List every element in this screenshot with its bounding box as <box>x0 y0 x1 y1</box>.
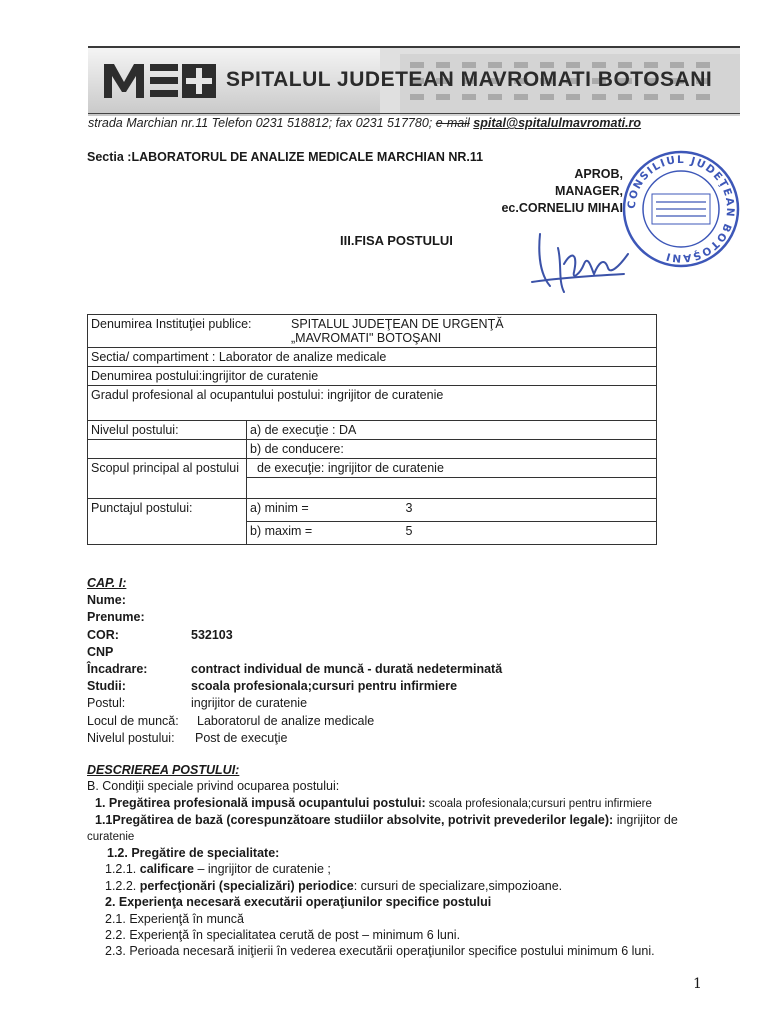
list-item: Prenume: <box>87 610 145 625</box>
table-row <box>88 440 657 459</box>
list-item: COR: 532103 <box>87 627 233 642</box>
header-divider <box>88 113 740 114</box>
list-item: 1. Pregătirea profesională impusă ocupantului postului: scoala profesionala;cursuri pentru infirmiere <box>95 795 652 810</box>
table-row <box>88 367 657 386</box>
list-item: 2.1. Experienţă în muncă <box>105 911 244 926</box>
chapter-one <box>87 575 502 747</box>
institution-cell <box>88 315 657 348</box>
level-a: a) de execuţie : DA <box>247 421 657 440</box>
section-row: Sectia/ compartiment : Laborator de analize medicale <box>88 348 657 367</box>
list-item: 2.2. Experienţă în specialitatea cerută de post – minimum 6 luni. <box>105 928 461 943</box>
job-description <box>87 762 717 960</box>
header-banner <box>88 46 740 116</box>
table-row <box>88 421 657 440</box>
empty-cell <box>247 478 657 499</box>
official-stamp-icon <box>620 148 742 270</box>
job-info-table <box>87 314 657 545</box>
page-number: 1 <box>693 976 702 992</box>
approval-line-2: MANAGER, <box>554 184 623 198</box>
institution-value-1: SPITALUL JUDEŢEAN DE URGENŢĂ <box>291 317 504 331</box>
document-title: III.FISA POSTULUI <box>340 233 453 248</box>
approval-line-1: APROB, <box>574 167 623 181</box>
list-item: Studii: scoala profesionala;cursuri pentru infirmiere <box>87 679 458 694</box>
min-score-cell <box>247 499 657 522</box>
table-row <box>88 386 657 421</box>
institution-label: Denumirea Instituţiei publice: <box>91 317 252 331</box>
max-label: b) maxim = <box>250 524 313 538</box>
description-heading: DESCRIEREA POSTULUI: <box>87 763 240 777</box>
list-item: Postul: ingrijitor de curatenie <box>87 696 308 711</box>
list-item: 1.1Pregătirea de bază (corespunzătoare studiilor absolvite, potrivit prevederilor legale): ingrijitor de <box>95 813 678 828</box>
manager-signature-icon <box>528 224 638 294</box>
table-row <box>88 348 657 367</box>
list-item: 1.2.2. perfecţionări (specializări) periodice: cursuri de specializare,simpozioane. <box>105 878 563 893</box>
hospital-logo-icon <box>102 60 218 100</box>
list-item: 2. Experienţa necesară executării operaţiunilor specifice postului <box>105 895 492 910</box>
list-item: Nume: <box>87 593 126 608</box>
empty-cell <box>88 440 247 459</box>
contact-address: strada Marchian nr.11 Telefon 0231 518812; fax 0231 517780; <box>88 116 433 130</box>
list-item: Încadrare: contract individual de muncă - durată nedeterminată <box>87 662 503 677</box>
grade-row: Gradul profesional al ocupantului postului: ingrijitor de curatenie <box>88 386 657 421</box>
hospital-name: SPITALUL JUDETEAN MAVROMATI BOTOSANI <box>226 68 713 91</box>
level-b: b) de conducere: <box>247 440 657 459</box>
table-row <box>88 315 657 348</box>
chapter-one-heading: CAP. I: <box>87 576 127 590</box>
min-value: 3 <box>405 501 413 515</box>
stamp-text: CONSILIUL JUDEŢEAN BOTOŞANI <box>625 153 737 265</box>
list-item: 1.2.1. calificare – ingrijitor de curatenie ; <box>105 862 331 877</box>
max-score-cell <box>247 522 657 545</box>
post-name-row: Denumirea postului:ingrijitor de curatenie <box>88 367 657 386</box>
list-item: CNP <box>87 644 114 659</box>
institution-value-2: „MAVROMATI" BOTOŞANI <box>291 331 442 345</box>
score-label: Punctajul postului: <box>88 499 247 545</box>
contact-line <box>88 116 641 130</box>
list-item: 1.2. Pregătire de specialitate: <box>107 846 280 861</box>
table-row <box>88 499 657 522</box>
email-label: e-mail <box>435 116 470 130</box>
level-label: Nivelul postului: <box>88 421 247 440</box>
approval-block <box>501 166 623 217</box>
conditions-title: B. Condiţii speciale privind ocuparea postului: <box>87 779 340 794</box>
list-item: Locul de muncă: Laboratorul de analize medicale <box>87 713 375 728</box>
purpose-label: Scopul principal al postului <box>88 459 247 499</box>
list-item: 2.3. Perioada necesară iniţierii în vederea executării operaţiunilor specifice postului minimum 6 luni. <box>105 944 655 959</box>
min-label: a) minim = <box>250 501 309 515</box>
approval-line-3: ec.CORNELIU MIHAI <box>501 201 623 215</box>
list-item: Nivelul postului: Post de execuţie <box>87 730 288 745</box>
table-row <box>88 459 657 478</box>
list-item-continuation: curatenie <box>87 830 135 843</box>
purpose-value: de execuţie: ingrijitor de curatenie <box>247 459 657 478</box>
max-value: 5 <box>405 524 413 538</box>
email-link[interactable]: spital@spitalulmavromati.ro <box>473 116 642 130</box>
section-heading: Sectia :LABORATORUL DE ANALIZE MEDICALE MARCHIAN NR.11 <box>87 150 484 164</box>
